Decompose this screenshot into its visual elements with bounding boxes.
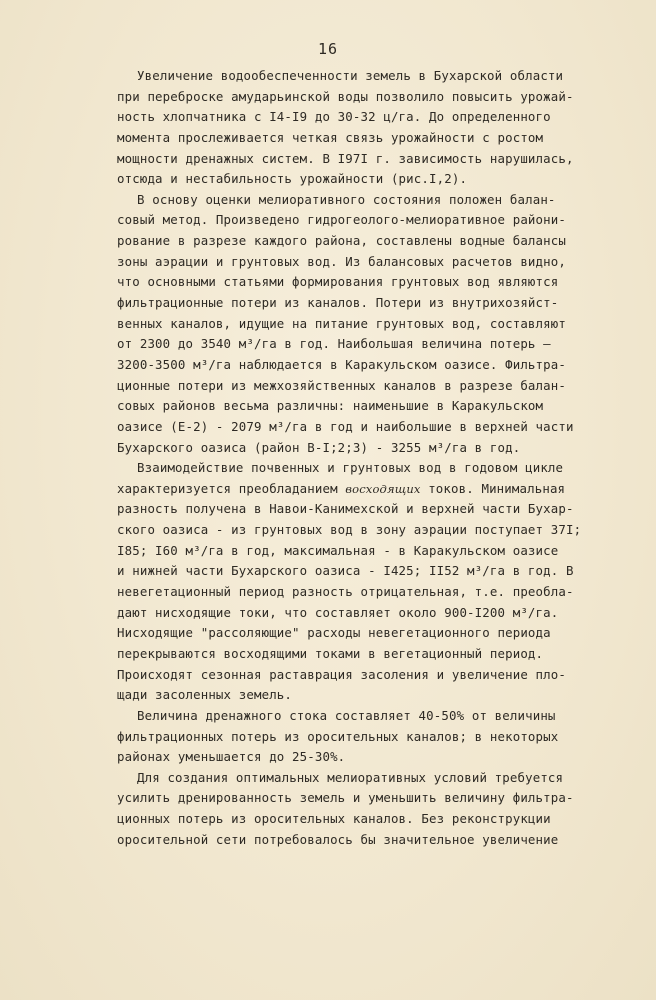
text-line: невегетационный период разность отрицательная, т.е. преобла- <box>117 584 574 600</box>
text-line: зоны аэрации и грунтовых вод. Из балансовых расчетов видно, <box>117 253 566 269</box>
text-line <box>117 479 592 500</box>
text-line: ского оазиса - из грунтовых вод в зону аэрации поступает 37I; <box>117 522 582 538</box>
text-line: фильтрационных потерь из оросительных каналов; в некоторых <box>117 728 559 744</box>
text-line: ционные потери из межхозяйственных каналов в разрезе балан- <box>117 377 566 393</box>
text-line: совый метод. Произведено гидрогеолого-мелиоративное райони- <box>117 212 566 228</box>
page-number: 16 <box>317 40 339 58</box>
body-text <box>117 66 592 850</box>
text-line: Бухарского оазиса (район В-I;2;3) - 3255 м³/га в год. <box>117 439 521 455</box>
text-line: венных каналов, идущие на питание грунтовых вод, составляют <box>117 315 566 331</box>
text-line: что основными статьями формирования грунтовых вод являются <box>117 274 559 290</box>
text-line: фильтрационные потери из каналов. Потери из внутрихозяйст- <box>117 295 559 311</box>
text-line: 3200-3500 м³/га наблюдается в Каракульском оазисе. Фильтра- <box>117 356 566 372</box>
text-line: Величина дренажного стока составляет 40-50% от величины <box>137 707 556 723</box>
text-line: Происходят сезонная раставрация засоления и увеличение пло- <box>117 666 566 682</box>
text-segment: токов. Минимальная <box>420 480 566 496</box>
text-line: ционных потерь из оросительных каналов. Без реконструкции <box>117 811 551 827</box>
text-line: I85; I60 м³/га в год, максимальная - в Каракульском оазисе <box>117 542 559 558</box>
text-line: отсюда и нестабильность урожайности (рис.I,2). <box>117 171 468 187</box>
text-line: при переброске амударьинской воды позволило повысить урожай- <box>117 88 574 104</box>
text-line: усилить дренированность земель и уменьшить величину фильтра- <box>117 790 574 806</box>
text-line: оросительной сети потребовалось бы значительное увеличение <box>117 831 559 847</box>
text-line: перекрываются восходящими токами в вегетационный период. <box>117 645 544 661</box>
handwritten-insertion: восходящих <box>345 481 421 496</box>
text-line: рование в разрезе каждого района, составлены водные балансы <box>117 233 566 249</box>
text-line: районах уменьшается до 25-30%. <box>117 749 346 765</box>
text-line: В основу оценки мелиоративного состояния положен балан- <box>137 191 556 207</box>
text-line: мощности дренажных систем. В I97I г. зависимость нарушилась, <box>117 150 574 166</box>
text-line: оазисе (Е-2) - 2079 м³/га в год и наибольшие в верхней части <box>117 418 574 434</box>
text-line: Нисходящие "рассоляющие" расходы невегетационного периода <box>117 625 551 641</box>
text-line: момента прослеживается четкая связь урожайности с ростом <box>117 129 544 145</box>
text-line: дают нисходящие токи, что составляет около 900-I200 м³/га. <box>117 604 559 620</box>
text-line: и нижней части Бухарского оазиса - I425; II52 м³/га в год. В <box>117 563 574 579</box>
text-line: щади засоленных земель. <box>117 687 293 703</box>
text-line: Увеличение водообеспеченности земель в Бухарской области <box>137 68 564 83</box>
text-line: разность получена в Навои-Канимехской и верхней части Бухар- <box>117 501 574 517</box>
text-segment: характеризуется преобладанием <box>117 480 346 496</box>
text-line: от 2300 до 3540 м³/га в год. Наибольшая величина потерь – <box>117 336 551 352</box>
text-line: совых районов весьма различны: наименьшие в Каракульском <box>117 398 544 414</box>
text-line: ность хлопчатника с I4-I9 до 30-32 ц/га. До определенного <box>117 109 551 125</box>
text-line: Для создания оптимальных мелиоративных условий требуется <box>137 769 564 785</box>
text-line: Взаимодействие почвенных и грунтовых вод в годовом цикле <box>137 460 564 476</box>
